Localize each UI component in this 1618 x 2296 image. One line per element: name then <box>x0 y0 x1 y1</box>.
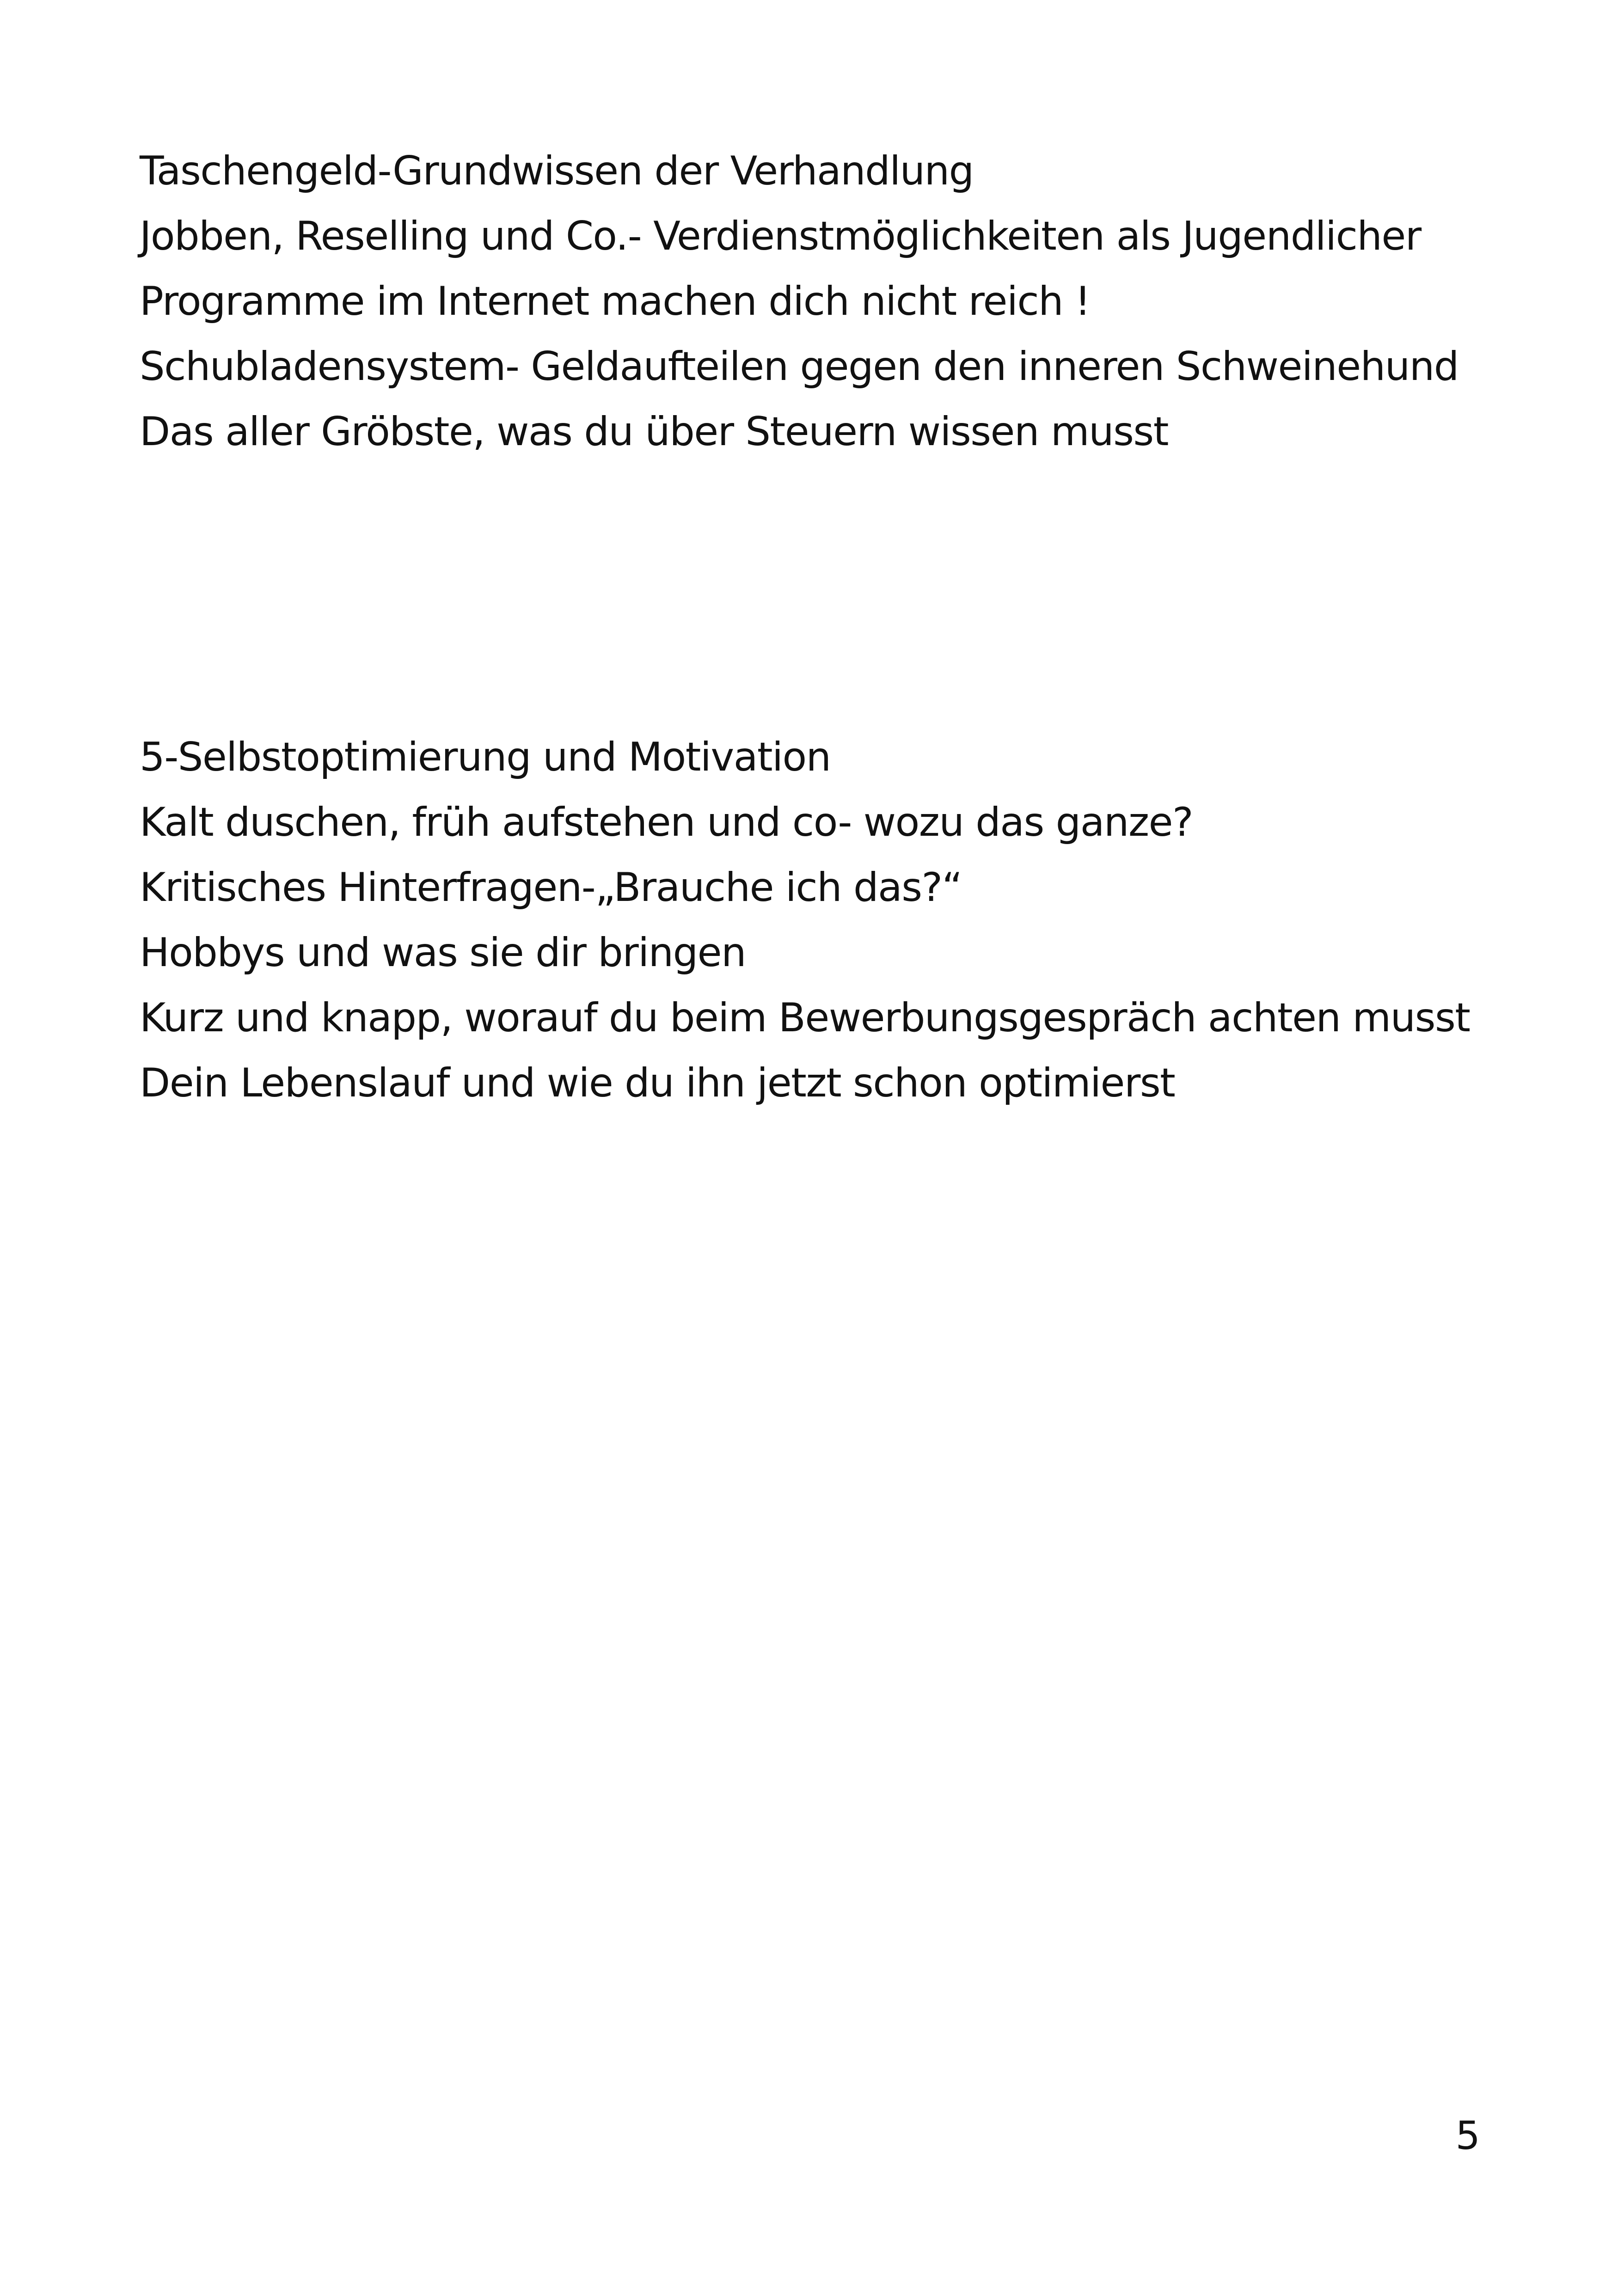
section-heading: 5-Selbstoptimierung und Motivation <box>140 734 831 780</box>
contents-list-section-four <box>140 139 1459 465</box>
contents-entry: Jobben, Reselling und Co.- Verdienstmöglichkeiten als Jugendlicher <box>140 213 1421 259</box>
contents-entry: Hobbys und was sie dir bringen <box>140 930 746 976</box>
contents-entry: Taschengeld-Grundwissen der Verhandlung <box>140 148 974 194</box>
contents-list-section-five <box>140 725 1470 1116</box>
contents-entry: Kurz und knapp, worauf du beim Bewerbungsgespräch achten musst <box>140 995 1470 1041</box>
contents-entry: Das aller Gröbste, was du über Steuern wissen musst <box>140 409 1168 455</box>
contents-entry: Dein Lebenslauf und wie du ihn jetzt schon optimierst <box>140 1060 1175 1106</box>
contents-entry: Kritisches Hinterfragen-„Brauche ich das?“ <box>140 864 962 911</box>
contents-entry: Schubladensystem- Geldaufteilen gegen den inneren Schweinehund <box>140 343 1459 390</box>
contents-entry: Kalt duschen, früh aufstehen und co- wozu das ganze? <box>140 799 1193 845</box>
page-number: 5 <box>1455 2113 1480 2158</box>
contents-entry: Programme im Internet machen dich nicht reich ! <box>140 278 1090 325</box>
